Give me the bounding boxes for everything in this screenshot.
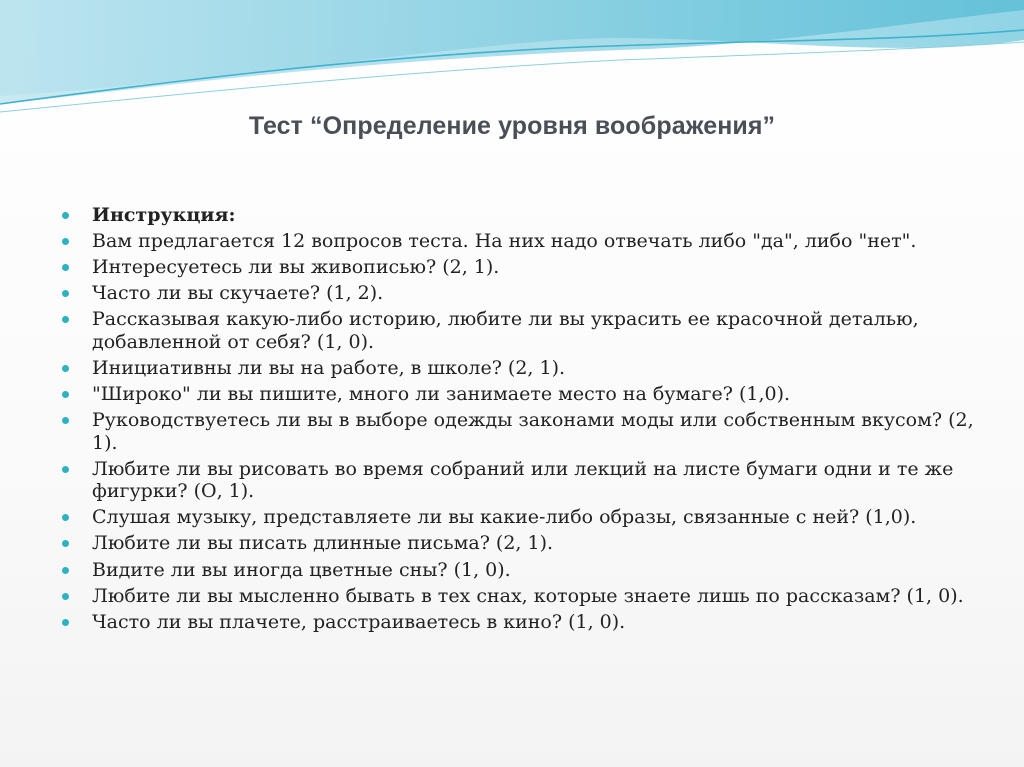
bullet-icon [62, 290, 69, 297]
wave-front [0, 0, 1024, 104]
bullet-icon [62, 365, 69, 372]
list-item [62, 256, 974, 279]
list-item-text: Руководствуетесь ли вы в выборе одежды законами моды или собственным вкусом? (2, 1). [92, 409, 974, 454]
list-item-text: Любите ли вы рисовать во время собраний или лекций на листе бумаги одни и те же фигурки? (О, 1). [92, 457, 954, 503]
list-item-text: Часто ли вы плачете, расстраиваетесь в кино? (1, 0). [92, 610, 626, 633]
bullet-icon [62, 540, 69, 547]
list-item [62, 383, 974, 406]
list-item-text: Интересуетесь ли вы живописью? (2, 1). [92, 256, 500, 279]
list-item [62, 357, 974, 380]
list-item-text: "Широко" ли вы пишите, много ли занимаете место на бумаге? (1,0). [92, 383, 791, 406]
list-item [62, 230, 974, 253]
bullet-icon [62, 514, 69, 521]
bullet-icon [62, 619, 69, 626]
bullet-icon [62, 466, 69, 473]
bullet-icon [62, 391, 69, 398]
bullet-icon [62, 316, 69, 323]
list-item-text: Видите ли вы иногда цветные сны? (1, 0). [92, 558, 511, 581]
list-item [62, 506, 974, 529]
list-item [62, 409, 974, 454]
list-item-text: Инструкция: [92, 204, 236, 226]
list-item [62, 308, 974, 353]
bullet-icon [62, 593, 69, 600]
bullet-icon [62, 567, 69, 574]
question-list [62, 204, 974, 637]
list-item [62, 585, 974, 608]
list-item-text: Вам предлагается 12 вопросов теста. На них надо отвечать либо "да", либо "нет". [92, 230, 917, 253]
list-item [62, 611, 974, 634]
bullet-icon [62, 212, 69, 219]
instruction-heading [62, 204, 974, 227]
list-item-text: Инициативны ли вы на работе, в школе? (2, 1). [92, 356, 566, 379]
list-item-text: Любите ли вы писать длинные письма? (2, 1). [92, 532, 554, 555]
list-item-text: Слушая музыку, представляете ли вы какие-либо образы, связанные с ней? (1,0). [92, 506, 917, 529]
list-item [62, 458, 974, 503]
list-item-text: Часто ли вы скучаете? (1, 2). [92, 282, 384, 305]
list-item [62, 282, 974, 305]
bullet-icon [62, 417, 69, 424]
bullet-icon [62, 238, 69, 245]
list-item-text: Рассказывая какую-либо историю, любите ли вы украсить ее красочной деталью, добавленной от себя? (1, 0). [92, 308, 919, 353]
wave-decoration [0, 0, 1024, 130]
list-item [62, 559, 974, 582]
list-item-text: Любите ли вы мысленно бывать в тех снах, которые знаете лишь по рассказам? (1, 0). [92, 584, 964, 607]
list-item [62, 532, 974, 555]
page-title: Тест “Определение уровня воображения” [248, 112, 776, 140]
bullet-icon [62, 264, 69, 271]
